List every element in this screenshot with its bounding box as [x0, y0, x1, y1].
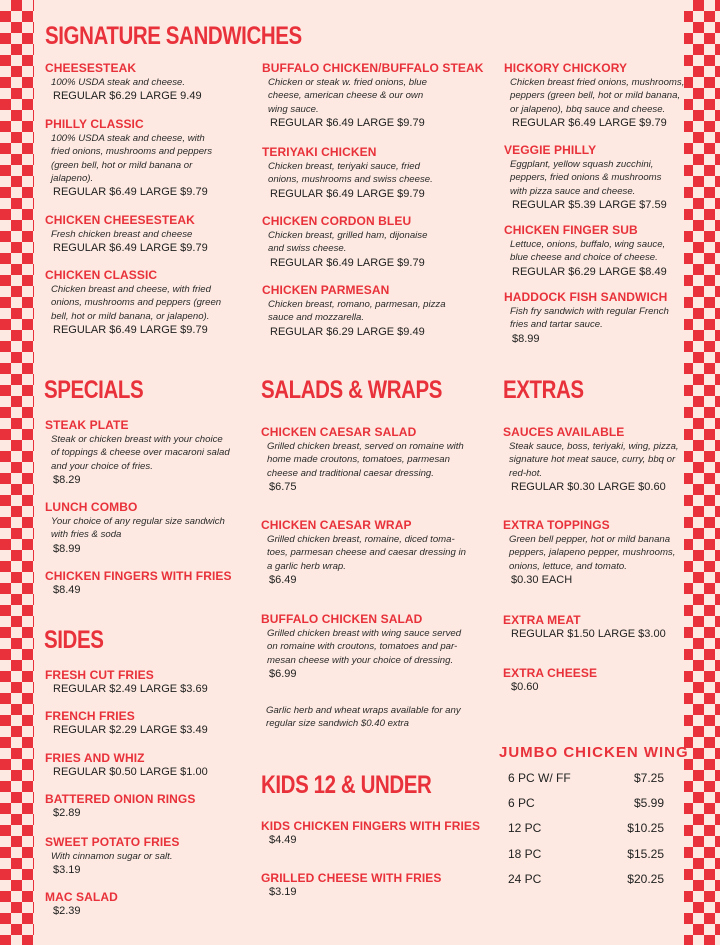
item-description: Chicken breast and cheese, with fried onions, mushrooms and peppers (green bell, hot or mild banana, or jalapeno).: [51, 284, 222, 322]
item-price: REGULAR $5.39 LARGE $7.59: [512, 198, 667, 211]
item-price: REGULAR $6.49 LARGE $9.79: [53, 242, 208, 255]
heading-kids: KIDS 12 & UNDER: [261, 771, 432, 799]
menu-item: [504, 290, 669, 345]
item-name: CHICKEN CAESAR WRAP: [261, 518, 412, 532]
heading-signature-sandwiches: SIGNATURE SANDWICHES: [45, 22, 302, 50]
item-price: $0.30 EACH: [511, 573, 573, 586]
item-name: CHICKEN CORDON BLEU: [262, 214, 412, 228]
heading-extras: EXTRAS: [503, 376, 584, 404]
item-price: $6.99: [269, 667, 297, 680]
wing-price: $10.25: [627, 821, 664, 835]
menu-item: [45, 890, 118, 917]
item-description: Chicken or steak w. fried onions, blue cheese, american cheese & our own wing sauce.: [268, 77, 427, 115]
item-price: $8.29: [53, 473, 81, 486]
item-price: $8.99: [512, 332, 540, 345]
item-price: REGULAR $6.49 LARGE $9.79: [270, 256, 425, 269]
item-description: Fresh chicken breast and cheese: [51, 229, 193, 240]
wing-quantity: 6 PC: [508, 796, 535, 810]
heading-jumbo-chicken-wing: JUMBO CHICKEN WING: [499, 744, 689, 761]
wing-row: [508, 796, 664, 812]
menu-item: [261, 612, 461, 680]
item-price: REGULAR $6.49 LARGE $9.79: [53, 323, 208, 336]
menu-item: [504, 143, 667, 211]
menu-item: [503, 613, 666, 640]
wing-quantity: 12 PC: [508, 821, 542, 835]
item-price: REGULAR $6.29 LARGE 9.49: [53, 90, 202, 103]
item-name: BATTERED ONION RINGS: [45, 792, 196, 806]
menu-item: [504, 223, 667, 278]
item-name: STEAK PLATE: [45, 418, 129, 432]
item-description: Chicken breast fried onions, mushrooms, peppers (green bell, hot or mild banana, or jalapeno), bbq sauce and cheese.: [510, 77, 685, 115]
menu-item: [45, 268, 221, 336]
menu-item: [45, 709, 208, 736]
item-name: EXTRA MEAT: [503, 613, 581, 627]
item-name: BUFFALO CHICKEN/BUFFALO STEAK: [262, 61, 484, 75]
item-name: CHICKEN CHEESESTEAK: [45, 213, 195, 227]
item-name: PHILLY CLASSIC: [45, 117, 144, 131]
menu-item: [261, 819, 480, 846]
menu-item: [262, 145, 433, 200]
item-name: MAC SALAD: [45, 890, 118, 904]
item-name: CHICKEN FINGER SUB: [504, 223, 638, 237]
item-price: $0.60: [511, 681, 539, 693]
item-name: FRENCH FRIES: [45, 709, 135, 723]
item-price: $6.75: [269, 480, 297, 493]
menu-item: [45, 835, 179, 876]
item-price: $8.49: [53, 584, 81, 596]
menu-item: [262, 283, 446, 338]
menu-item: [45, 500, 225, 555]
wing-quantity: 6 PC W/ FF: [508, 771, 571, 785]
item-price: $2.39: [53, 905, 81, 917]
menu-item: [45, 792, 195, 819]
menu-item: [45, 418, 230, 486]
heading-specials: SPECIALS: [44, 376, 144, 404]
item-description: Grilled chicken breast, romaine, diced toma- toes, parmesan cheese and caesar dressing in a garlic herb wrap.: [267, 534, 466, 572]
item-name: CHICKEN PARMESAN: [262, 283, 390, 297]
item-name: BUFFALO CHICKEN SALAD: [261, 612, 423, 626]
menu-item: [45, 61, 202, 102]
item-name: VEGGIE PHILLY: [504, 143, 597, 157]
menu-item: [45, 751, 208, 778]
item-description: 100% USDA steak and cheese, with fried onions, mushrooms and peppers (green bell, hot or mild banana or jalapeno).: [51, 133, 213, 184]
menu-item: [45, 569, 232, 596]
menu-item: [45, 668, 208, 695]
item-description: Chicken breast, teriyaki sauce, fried onions, mushrooms and swiss cheese.: [268, 161, 433, 186]
menu-item: [45, 213, 208, 254]
wing-price: $5.99: [633, 796, 664, 810]
item-name: FRIES AND WHIZ: [45, 751, 145, 765]
item-description: Lettuce, onions, buffalo, wing sauce, blue cheese and choice of cheese.: [510, 239, 666, 264]
item-name: HADDOCK FISH SANDWICH: [504, 290, 668, 304]
item-price: REGULAR $6.29 LARGE $9.49: [270, 325, 425, 338]
menu-item: [262, 214, 427, 269]
item-name: SWEET POTATO FRIES: [45, 835, 180, 849]
menu-item: [261, 425, 464, 493]
wing-row: [508, 771, 664, 787]
menu-item: [503, 518, 675, 586]
item-name: CHICKEN FINGERS WITH FRIES: [45, 569, 232, 583]
heading-sides: SIDES: [44, 626, 104, 654]
item-price: $3.19: [53, 864, 81, 877]
item-name: KIDS CHICKEN FINGERS WITH FRIES: [261, 819, 481, 833]
item-price: REGULAR $2.29 LARGE $3.49: [53, 724, 208, 736]
item-price: REGULAR $6.49 LARGE $9.79: [53, 186, 208, 199]
item-price: REGULAR $1.50 LARGE $3.00: [511, 628, 666, 640]
item-name: SAUCES AVAILABLE: [503, 425, 625, 439]
item-price: $6.49: [269, 573, 297, 586]
item-price: REGULAR $2.49 LARGE $3.69: [53, 683, 208, 695]
item-name: CHICKEN CAESAR SALAD: [261, 425, 417, 439]
item-price: REGULAR $6.49 LARGE $9.79: [270, 187, 425, 200]
item-name: HICKORY CHICKORY: [504, 61, 628, 75]
item-price: REGULAR $6.29 LARGE $8.49: [512, 265, 667, 278]
wing-price: $20.25: [627, 872, 664, 886]
item-description: 100% USDA steak and cheese.: [51, 77, 186, 88]
wrap-note: Garlic herb and wheat wraps available for any regular size sandwich $0.40 extra: [266, 705, 461, 730]
item-description: Grilled chicken breast with wing sauce served on romaine with croutons, tomatoes and par- mesan cheese with your choice of dressing.: [267, 628, 462, 666]
item-name: EXTRA CHEESE: [503, 666, 598, 680]
item-price: REGULAR $0.30 LARGE $0.60: [511, 480, 666, 493]
item-name: GRILLED CHEESE WITH FRIES: [261, 871, 442, 885]
menu-item: [261, 871, 442, 898]
wing-row: [508, 821, 664, 837]
item-name: FRESH CUT FRIES: [45, 668, 154, 682]
item-description: With cinnamon sugar or salt.: [51, 851, 173, 862]
wing-price: $7.25: [633, 771, 664, 785]
menu-item: [504, 61, 684, 129]
wing-row: [508, 872, 664, 888]
wing-quantity: 18 PC: [508, 847, 542, 861]
item-description: Grilled chicken breast, served on romaine with home made croutons, tomatoes, parmesan cheese and traditional caesar dressing.: [267, 441, 464, 479]
item-name: EXTRA TOPPINGS: [503, 518, 610, 532]
item-description: Steak sauce, boss, teriyaki, wing, pizza, signature hot meat sauce, curry, bbq or red-hot.: [509, 441, 679, 479]
wing-row: [508, 847, 664, 863]
item-price: $2.89: [53, 807, 81, 819]
menu-item: [261, 518, 466, 586]
item-price: $4.49: [269, 834, 297, 846]
item-price: REGULAR $6.49 LARGE $9.79: [270, 116, 425, 129]
wing-price: $15.25: [627, 847, 664, 861]
item-name: CHEESESTEAK: [45, 61, 137, 75]
item-description: Chicken breast, romano, parmesan, pizza sauce and mozzarella.: [268, 299, 446, 324]
menu-item: [262, 61, 484, 129]
heading-salads-wraps: SALADS & WRAPS: [261, 376, 443, 404]
item-name: CHICKEN CLASSIC: [45, 268, 158, 282]
item-name: LUNCH COMBO: [45, 500, 138, 514]
item-price: $3.19: [269, 886, 297, 898]
item-description: Chicken breast, grilled ham, dijonaise and swiss cheese.: [268, 230, 428, 255]
item-price: REGULAR $0.50 LARGE $1.00: [53, 766, 208, 778]
item-name: TERIYAKI CHICKEN: [262, 145, 377, 159]
menu-item: [503, 425, 679, 493]
item-description: Green bell pepper, hot or mild banana peppers, jalapeno pepper, mushrooms, onions, lettuce, and tomato.: [509, 534, 676, 572]
item-price: REGULAR $6.49 LARGE $9.79: [512, 116, 667, 129]
wing-quantity: 24 PC: [508, 872, 542, 886]
item-description: Eggplant, yellow squash zucchini, peppers, fried onions & mushrooms with pizza sauce and cheese.: [510, 159, 662, 197]
item-description: Your choice of any regular size sandwich with fries & soda: [51, 516, 225, 541]
menu-item: [503, 666, 597, 693]
menu-item: [45, 117, 212, 198]
item-price: $8.99: [53, 542, 81, 555]
item-description: Fish fry sandwich with regular French fries and tartar sauce.: [510, 306, 669, 331]
item-description: Steak or chicken breast with your choice of toppings & cheese over macaroni salad and your choice of fries.: [51, 434, 230, 472]
